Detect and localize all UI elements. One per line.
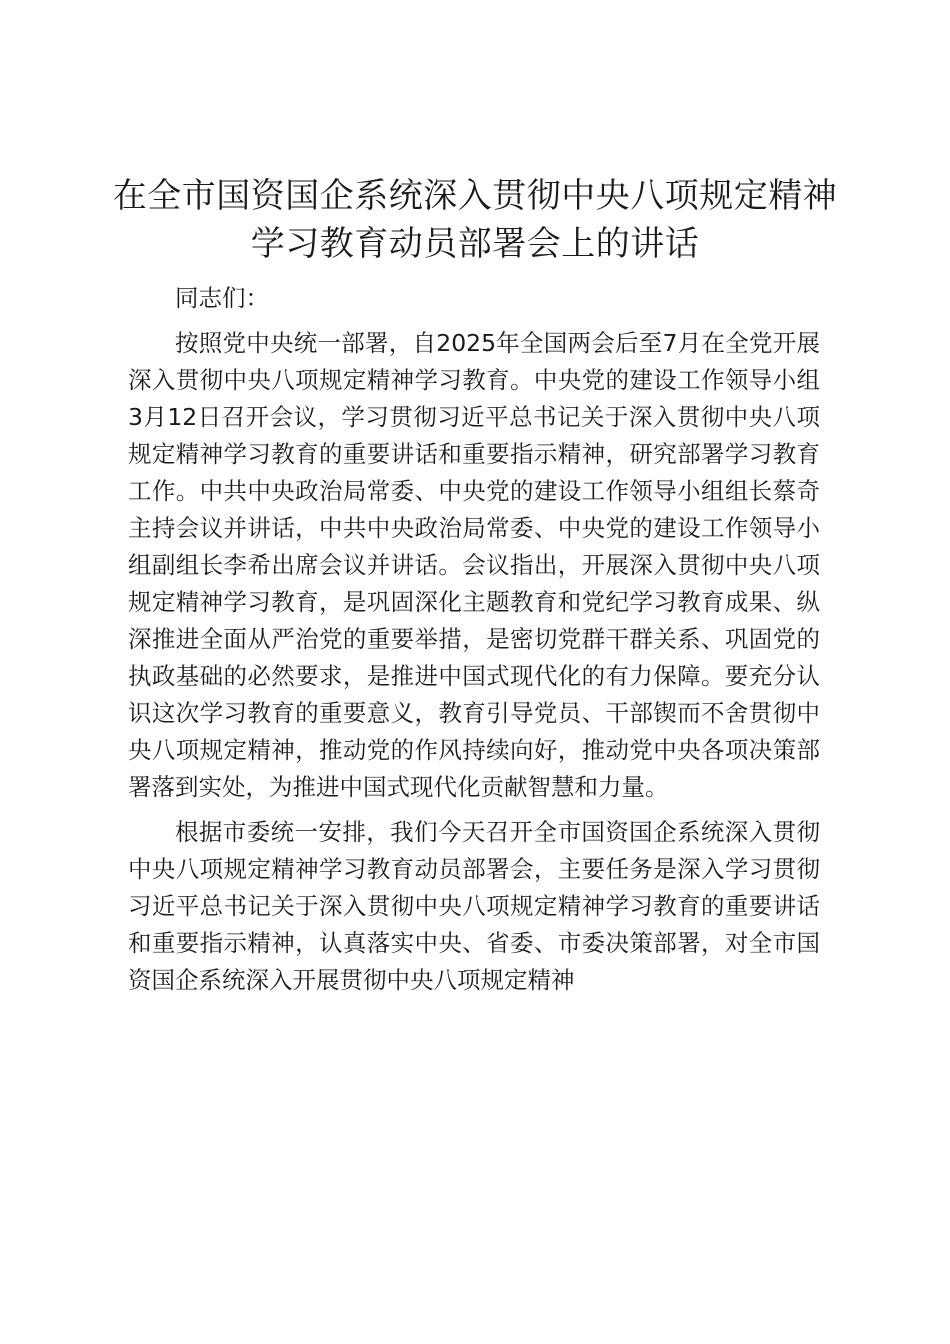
salutation: 同志们： bbox=[175, 284, 269, 312]
paragraph-1: 按照党中央统一部署，自2025年全国两会后至7月在全党开展深入贯彻中央八项规定精神学习教育。中央党的建设工作领导小组3月12日召开会议，学习贯彻习近平总书记关于深入贯彻中央八项规定精神学习教育的重要讲话和重要指示精神，研究部署学习教育工作。中共中央政治局常委、中央党的建设工作领导小组组长蔡奇主持会议并讲话，中共中央政治局常委、中央党的建设工作领导小组副组长李希出席会议并讲话。会议指出，开展深入贯彻中央八项规定精神学习教育，是巩固深化主题教育和党纪学习教育成果、纵深推进全面从严治党的重要举措，是密切党群干群关系、巩固党的执政基础的必然要求，是推进中国式现代化的有力保障。要充分认识这次学习教育的重要意义，教育引导党员、干部锲而不舍贯彻中央八项规定精神，推动党的作风持续向好，推动党中央各项决策部署落到实处，为推进中国式现代化贡献智慧和力量。 bbox=[128, 329, 820, 801]
paragraph-2: 根据市委统一安排，我们今天召开全市国资国企系统深入贯彻中央八项规定精神学习教育动员部署会，主要任务是深入学习贯彻习近平总书记关于深入贯彻中央八项规定精神学习教育的重要讲话和重要指示精神，认真落实中央、省委、市委决策部署，对全市国资国企系统深入开展贯彻中央八项规定精神 bbox=[128, 818, 820, 994]
document-body bbox=[128, 280, 820, 1007]
document-title: 在全市国资国企系统深入贯彻中央八项规定精神学习教育动员部署会上的讲话 bbox=[112, 176, 838, 264]
